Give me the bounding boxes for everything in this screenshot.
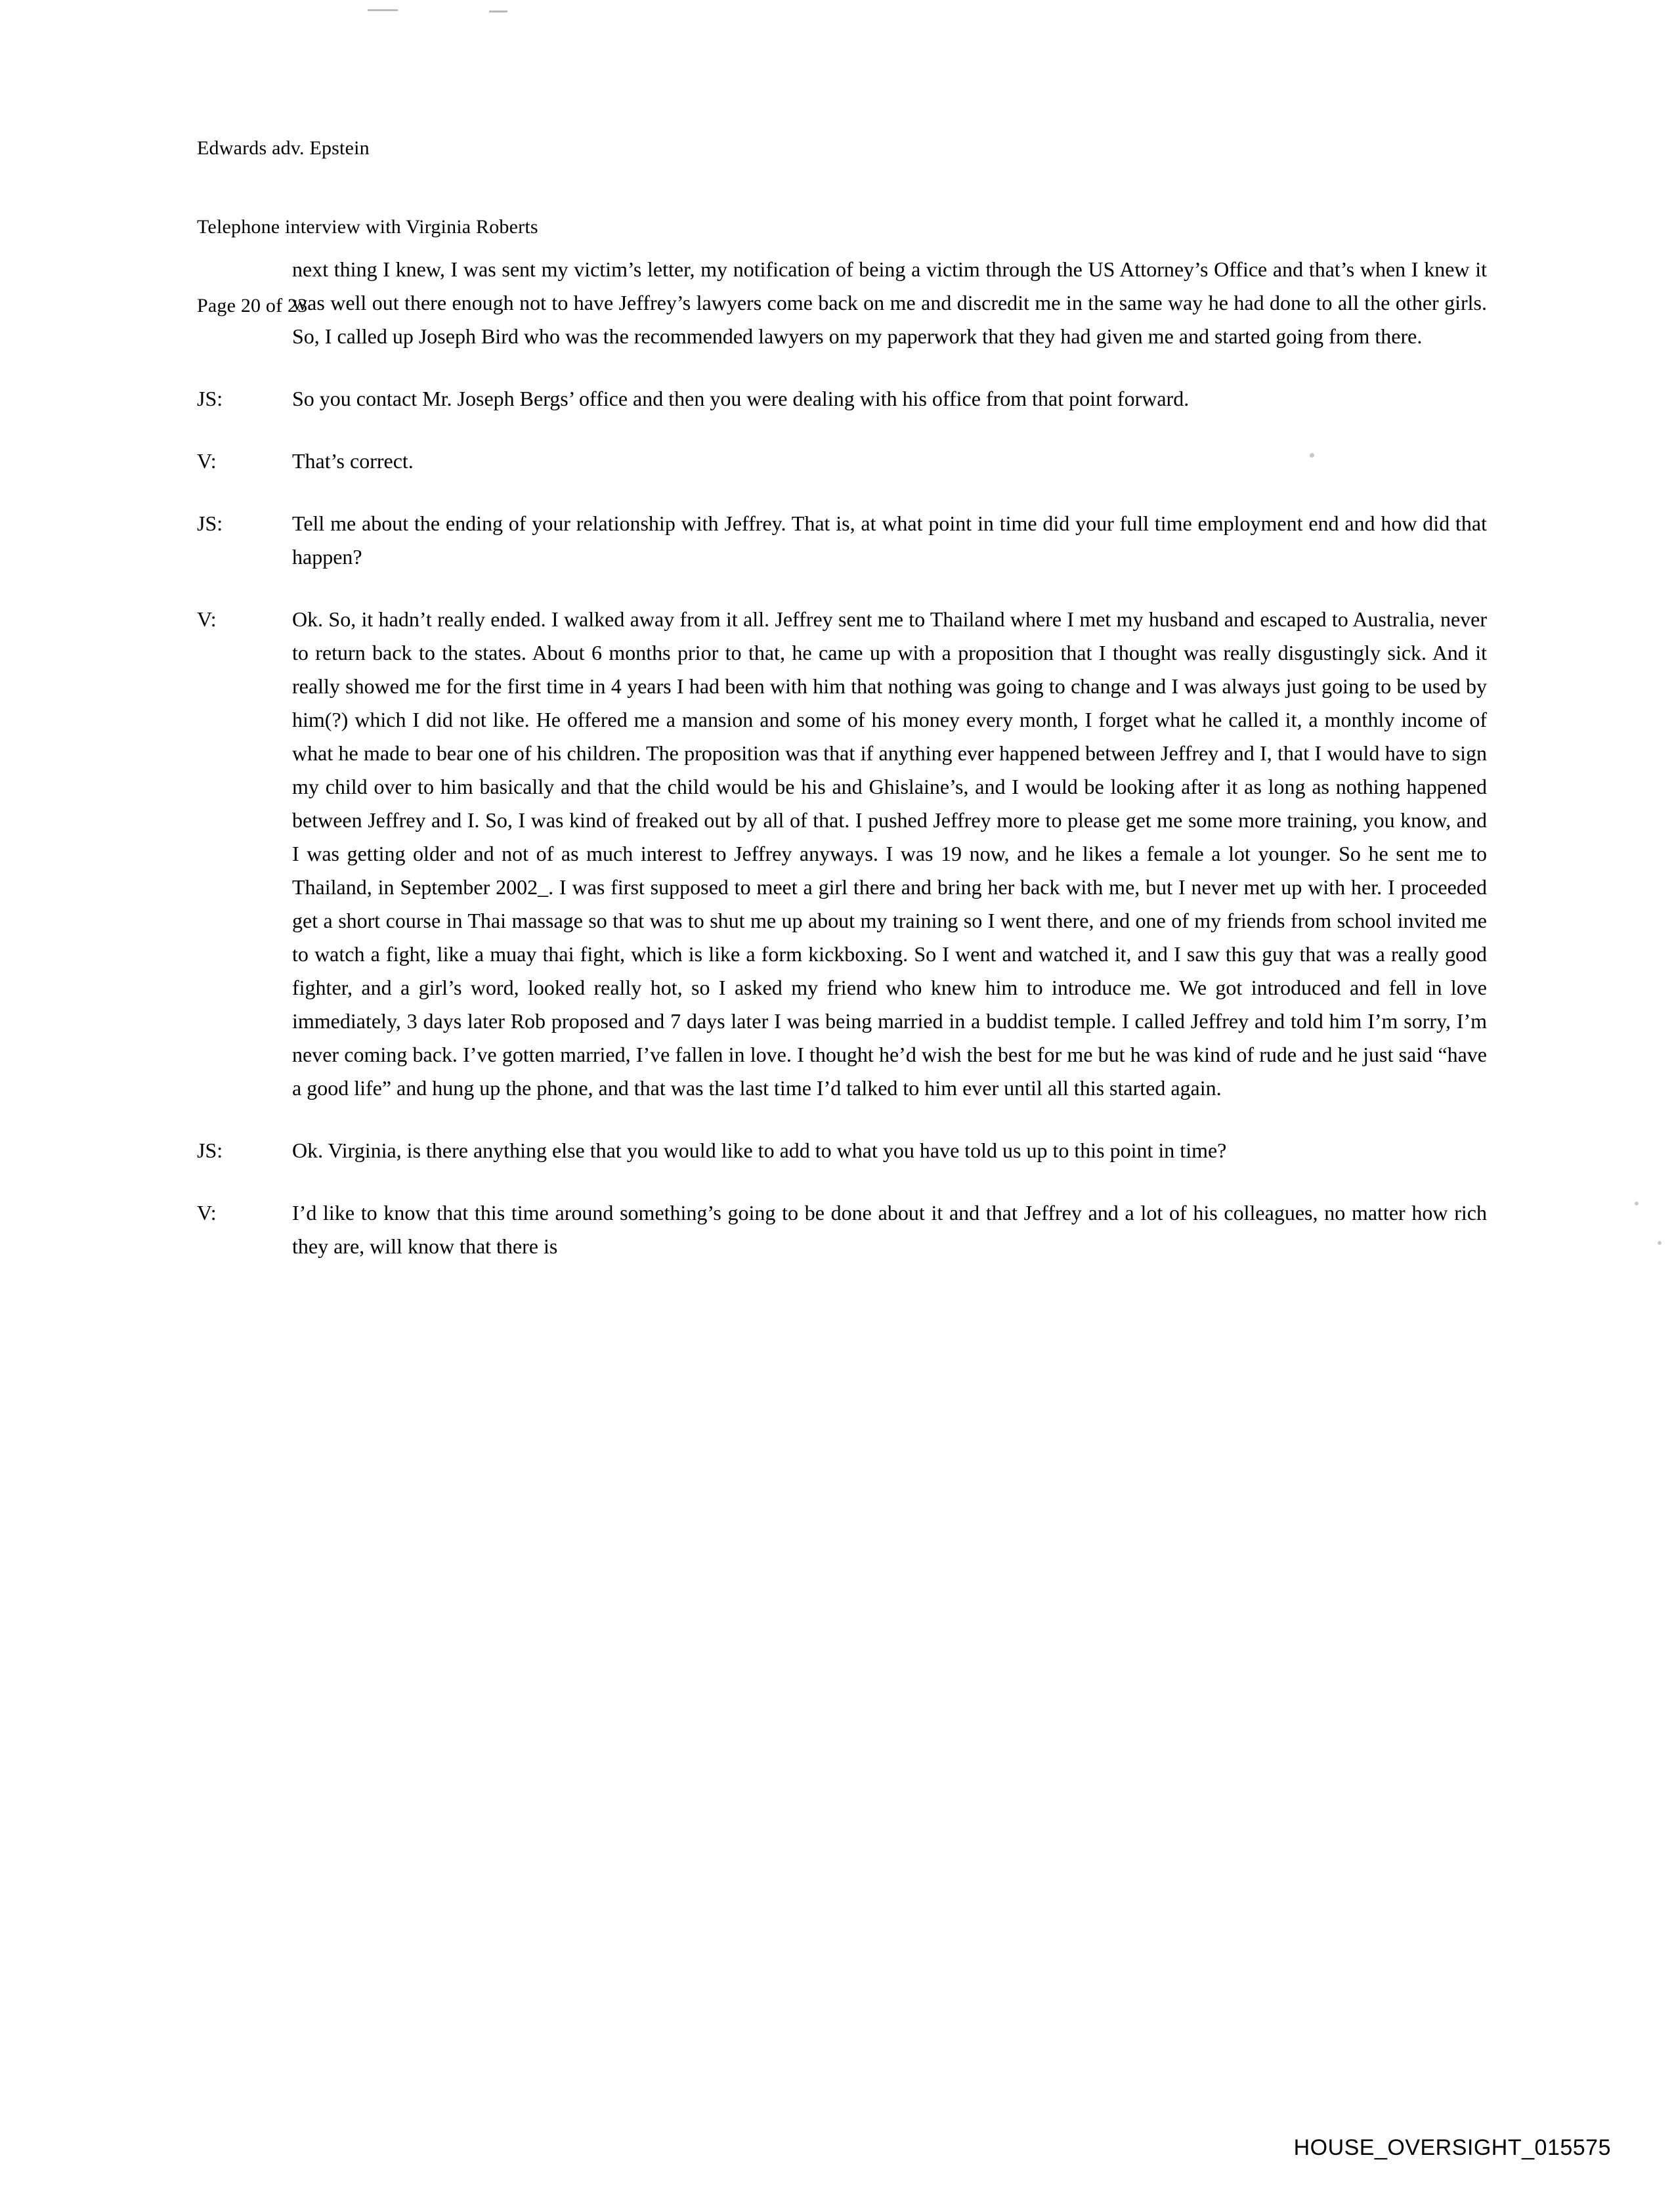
transcript-entry: [197, 1196, 1487, 1263]
speaker-text: Ok. Virginia, is there anything else that you would like to add to what you have told us up to this point in time?: [292, 1139, 1227, 1162]
scan-artifact-tick: [489, 11, 507, 12]
speaker-text: Tell me about the ending of your relationship with Jeffrey. That is, at what point in time did your full time employment end and how did that happen?: [292, 511, 1487, 569]
scan-artifact-tick: [368, 9, 398, 11]
header-page-number: Page 20 of 23: [197, 295, 308, 316]
transcript-entry: [197, 1134, 1487, 1167]
header-case-caption: Edwards adv. Epstein: [197, 137, 370, 159]
transcript-entry: [197, 382, 1487, 416]
speaker-text: Ok. So, it hadn’t really ended. I walked away from it all. Jeffrey sent me to Thailand where I met my husband and escaped to Australia, never to return back to the states. About 6 months prior to that, he came up with a proposition that I thought was really disgustingly sick. And it really showed me for the first time in 4 years I had been with him that nothing was going to change and I was always just going to be used by him(?) which I did not like. He offered me a mansion and some of his money every month, I forget what he called it, a monthly income of what he made to bear one of his children. The proposition was that if anything ever happened between Jeffrey and I, that I would have to sign my child over to him basically and that the child would be his and Ghislaine’s, and I would be looking after it as long as nothing happened between Jeffrey and I. So, I was kind of freaked out by all of that. I pushed Jeffrey more to please get me some more training, you know, and I was getting older and not of as much interest to Jeffrey anyways. I was 19 now, and he likes a female a lot younger. So he sent me to Thailand, in September 2002_. I was first supposed to meet a girl there and bring her back with me, but I never met up with her. I proceeded get a short course in Thai massage so that was to shut me up about my training so I went there, and one of my friends from school invited me to watch a fight, like a muay thai fight, which is like a form kickboxing. So I went and watched it, and I saw this guy that was a really good fighter, and a girl’s word, looked really hot, so I asked my friend who knew him to introduce me. We got introduced and fell in love immediately, 3 days later Rob proposed and 7 days later I was being married in a buddist temple. I called Jeffrey and told him I’m sorry, I’m never coming back. I’ve gotten married, I’ve fallen in love. I thought he’d wish the best for me but he was kind of rude and he just said “have a good life” and hung up the phone, and that was the last time I’d talked to him ever until all this started again.: [292, 607, 1487, 1100]
bates-stamp: HOUSE_OVERSIGHT_015575: [1293, 2135, 1611, 2160]
speaker-text: next thing I knew, I was sent my victim’s letter, my notification of being a victim through the US Attorney’s Office and that’s when I knew it was well out there enough not to have Jeffrey’s lawyers come back on me and discredit me in the same way he had done to all the other girls. So, I called up Joseph Bird who was the recommended lawyers on my paperwork that they had given me and started going from there.: [292, 257, 1487, 348]
speaker-text: I’d like to know that this time around something’s going to be done about it and that Jeffrey and a lot of his colleagues, no matter how rich they are, will know that there is: [292, 1201, 1487, 1258]
header-document-title: Telephone interview with Virginia Roberts: [197, 216, 538, 238]
speaker-label: JS:: [197, 1139, 223, 1162]
transcript-entry: [197, 445, 1487, 478]
transcript-entry: [197, 253, 1487, 353]
speaker-text: So you contact Mr. Joseph Bergs’ office and then you were dealing with his office from that point forward.: [292, 387, 1190, 410]
speaker-text: That’s correct.: [292, 449, 414, 473]
transcript-entry: [197, 507, 1487, 574]
scan-artifact-speck: [1658, 1241, 1662, 1245]
speaker-label: JS:: [197, 511, 223, 535]
speaker-label: V:: [197, 1201, 217, 1225]
transcript-body: [197, 253, 1487, 1263]
transcript-entry: [197, 603, 1487, 1105]
speaker-label: JS:: [197, 387, 223, 410]
speaker-label: V:: [197, 607, 217, 631]
speaker-label: V:: [197, 449, 217, 473]
scan-artifact-speck: [1635, 1202, 1639, 1205]
